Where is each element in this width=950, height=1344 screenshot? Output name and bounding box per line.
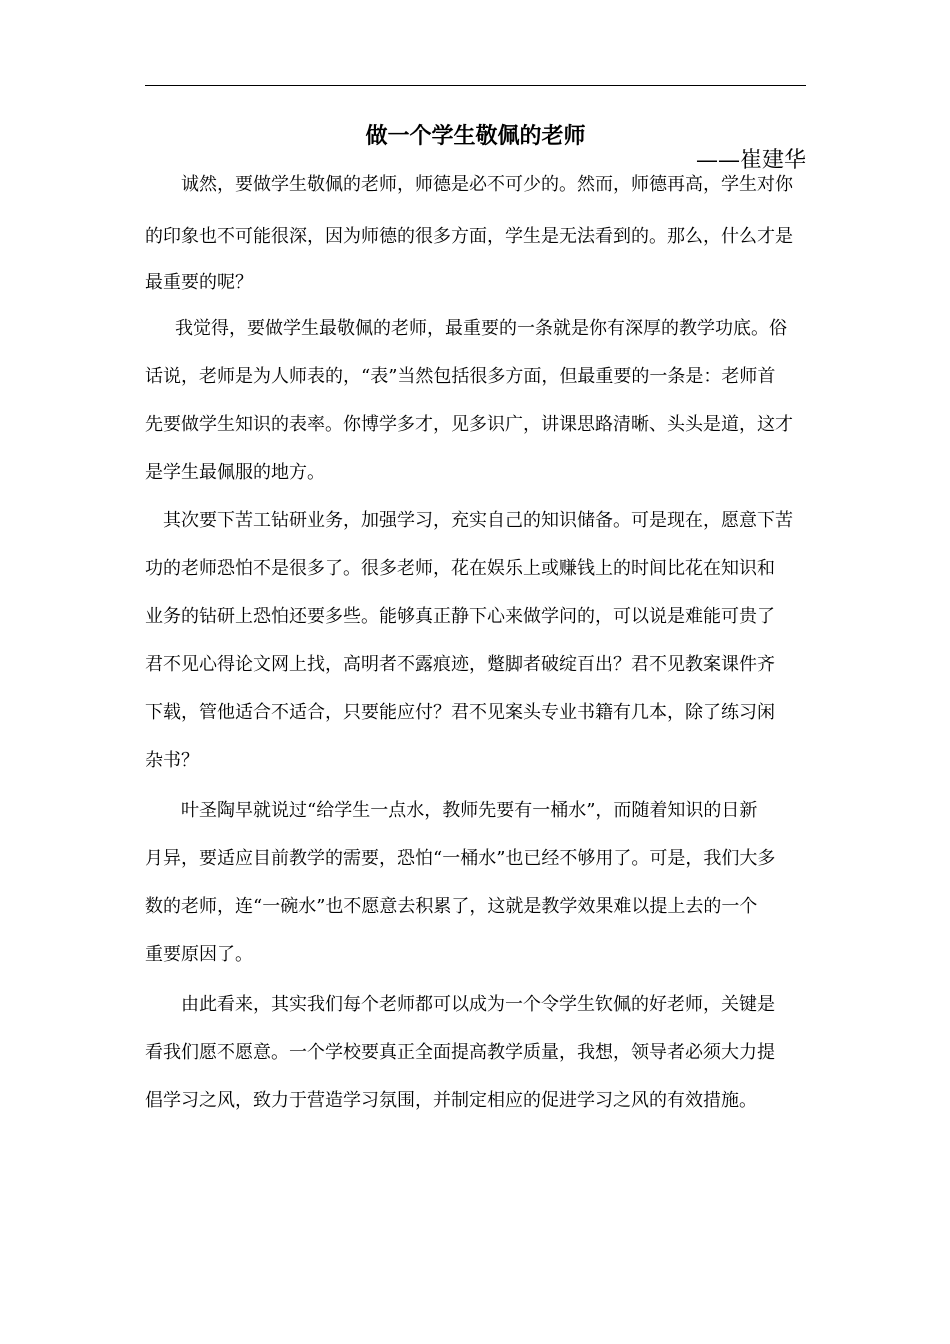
text-line: 叶圣陶早就说过“给学生一点水，教师先要有一桶水”，而随着知识的日新 xyxy=(181,800,758,821)
text-line: 其次要下苦工钻研业务，加强学习，充实自己的知识储备。可是现在，愿意下苦 xyxy=(163,510,793,531)
header-rule xyxy=(145,85,806,86)
text-line: 的印象也不可能很深，因为师德的很多方面，学生是无法看到的。那么，什么才是 xyxy=(145,226,793,247)
text-line: 最重要的呢？ xyxy=(145,272,253,293)
text-line: 倡学习之风，致力于营造学习氛围，并制定相应的促进学习之风的有效措施。 xyxy=(145,1090,757,1111)
text-line: 数的老师，连“一碗水”也不愿意去积累了，这就是教学效果难以提上去的一个 xyxy=(145,896,758,917)
author-line: ——崔建华 xyxy=(695,148,806,173)
text-line: 月异，要适应目前教学的需要，恐怕“一桶水”也已经不够用了。可是，我们大多 xyxy=(145,848,776,869)
text-line: 看我们愿不愿意。一个学校要真正全面提高教学质量，我想，领导者必须大力提 xyxy=(145,1042,775,1063)
text-line: 功的老师恐怕不是很多了。很多老师，花在娱乐上或赚钱上的时间比花在知识和 xyxy=(145,558,775,579)
text-line: 是学生最佩服的地方。 xyxy=(145,462,325,483)
text-line: 下载，管他适合不适合，只要能应付？君不见案头专业书籍有几本，除了练习闲 xyxy=(145,702,775,723)
text-line: 先要做学生知识的表率。你博学多才，见多识广，讲课思路清晰、头头是道，这才 xyxy=(145,414,793,435)
text-line: 业务的钻研上恐怕还要多些。能够真正静下心来做学问的，可以说是难能可贵了 xyxy=(145,606,775,627)
text-line: 由此看来，其实我们每个老师都可以成为一个令学生钦佩的好老师，关键是 xyxy=(181,994,775,1015)
text-line: 我觉得，要做学生最敬佩的老师，最重要的一条就是你有深厚的教学功底。俗 xyxy=(175,318,787,339)
text-line: 话说，老师是为人师表的，“表”当然包括很多方面，但最重要的一条是：老师首 xyxy=(145,366,776,387)
document-title: 做一个学生敬佩的老师 xyxy=(365,124,586,149)
text-line: 重要原因了。 xyxy=(145,944,253,965)
text-line: 诚然，要做学生敬佩的老师，师德是必不可少的。然而，师德再高，学生对你 xyxy=(181,174,793,195)
text-line: 杂书？ xyxy=(145,750,199,771)
text-line: 君不见心得论文网上找，高明者不露痕迹，蹩脚者破绽百出？君不见教案课件齐 xyxy=(145,654,775,675)
